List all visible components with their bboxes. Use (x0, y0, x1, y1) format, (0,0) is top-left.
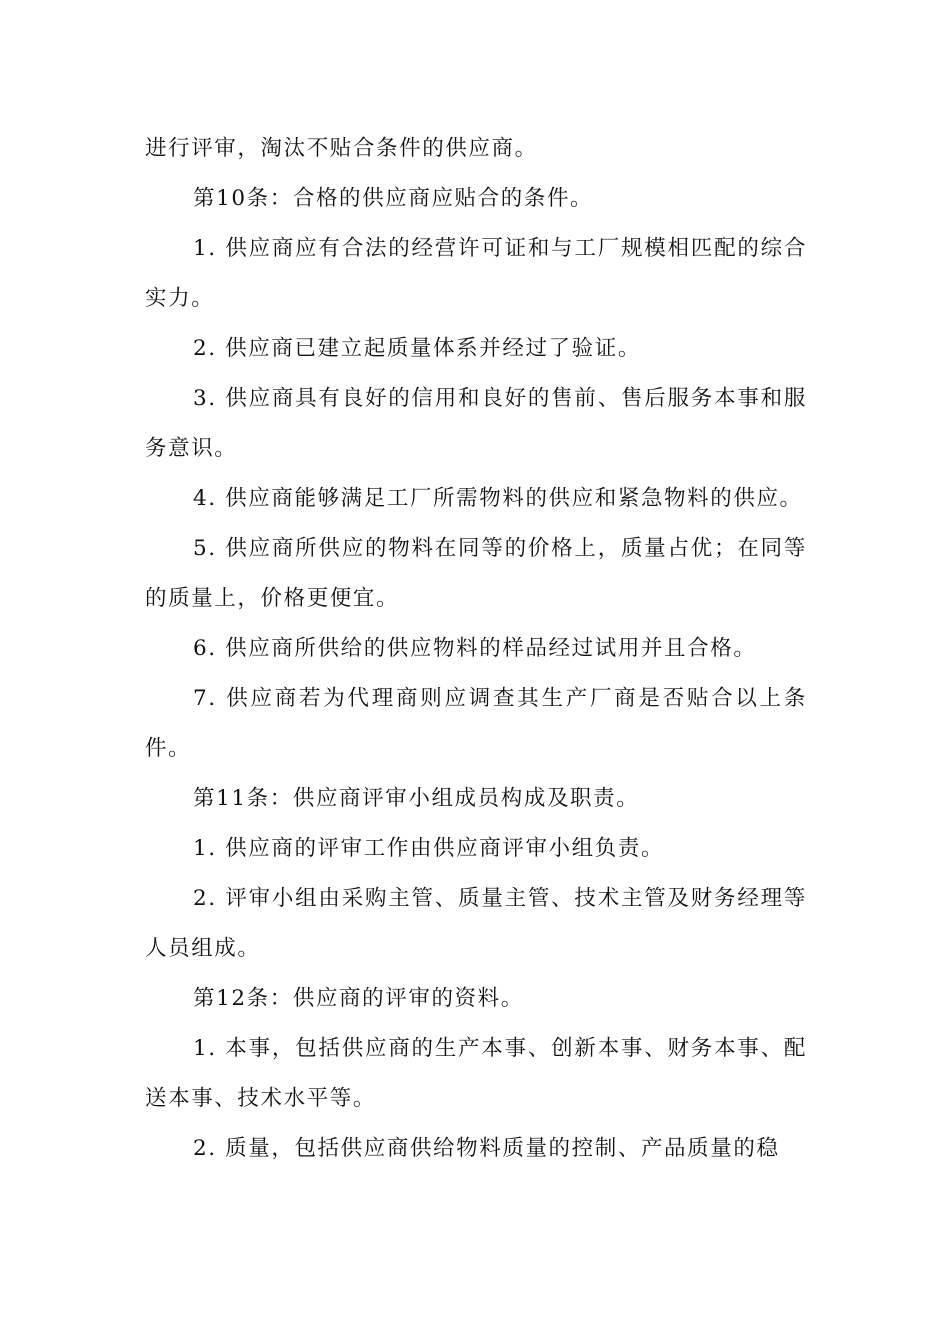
article-12-item-2: 2. 质量，包括供应商供给物料质量的控制、产品质量的稳 (193, 1136, 780, 1161)
article-11-item-2: 2. 评审小组由采购主管、质量主管、技术主管及财务经理等人员组成。 (145, 886, 807, 961)
article-12-heading: 第12条：供应商的评审的资料。 (193, 986, 524, 1011)
paragraph-continuation: 进行评审，淘汰不贴合条件的供应商。 (145, 136, 538, 161)
document-body (145, 124, 807, 1174)
article-10-item-3: 3. 供应商具有良好的信用和良好的售前、售后服务本事和服务意识。 (145, 386, 807, 461)
article-10-item-6: 6. 供应商所供给的供应物料的样品经过试用并且合格。 (193, 636, 757, 661)
article-10-item-4: 4. 供应商能够满足工厂所需物料的供应和紧急物料的供应。 (193, 486, 803, 511)
article-11-item-1: 1. 供应商的评审工作由供应商评审小组负责。 (193, 836, 665, 861)
article-10-item-5: 5. 供应商所供应的物料在同等的价格上，质量占优；在同等的质量上，价格更便宜。 (145, 536, 807, 611)
article-11-heading: 第11条：供应商评审小组成员构成及职责。 (193, 786, 640, 811)
article-10-heading: 第10条：合格的供应商应贴合的条件。 (193, 186, 594, 211)
article-10-item-7: 7. 供应商若为代理商则应调查其生产厂商是否贴合以上条件。 (145, 686, 807, 761)
article-12-item-1: 1. 本事，包括供应商的生产本事、创新本事、财务本事、配送本事、技术水平等。 (145, 1036, 807, 1111)
article-10-item-2: 2. 供应商已建立起质量体系并经过了验证。 (193, 336, 641, 361)
article-10-item-1: 1. 供应商应有合法的经营许可证和与工厂规模相匹配的综合实力。 (145, 236, 807, 311)
